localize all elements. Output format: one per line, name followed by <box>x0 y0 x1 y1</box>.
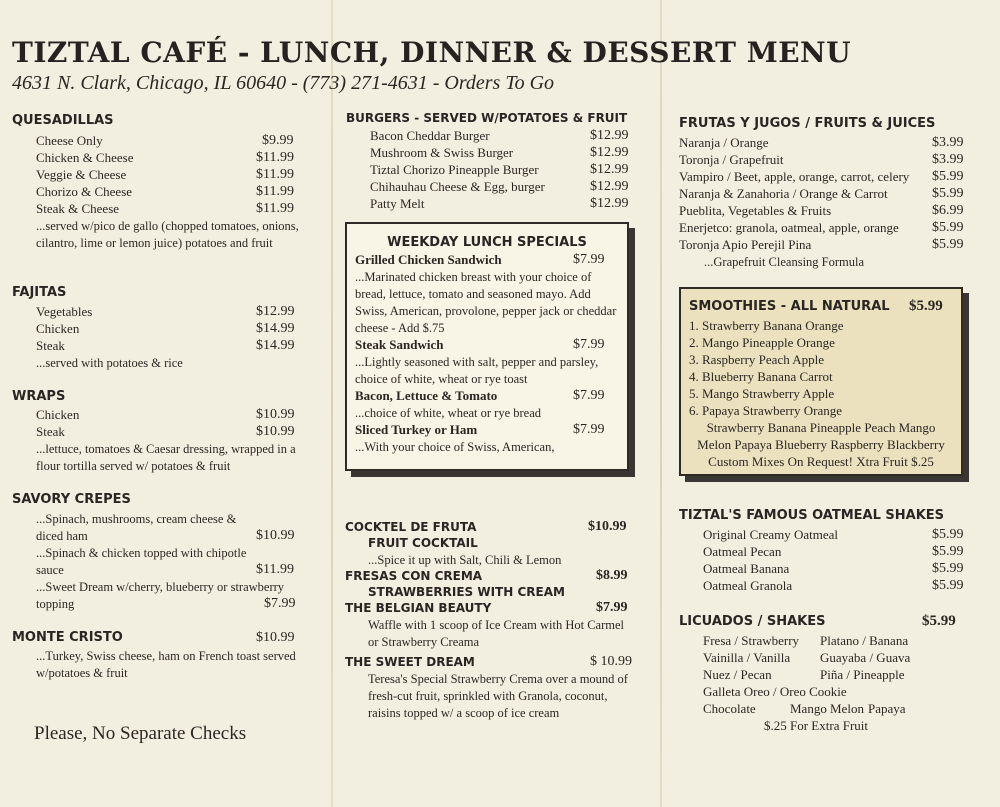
dessert-heading: FRESAS CON CREMA <box>345 569 483 583</box>
menu-item-price: $5.99 <box>932 544 964 559</box>
crepes-heading: SAVORY CREPES <box>12 492 131 507</box>
menu-item-price: $7.99 <box>573 337 605 352</box>
menu-item-name: Chorizo & Cheese <box>36 184 133 199</box>
menu-item-price: $3.99 <box>932 135 964 150</box>
smoothies-heading: SMOOTHIES - ALL NATURAL <box>689 299 890 314</box>
menu-item-price: $12.99 <box>590 128 629 143</box>
menu-item-price: $7.99 <box>573 252 605 267</box>
menu-item-price: $3.99 <box>932 152 964 167</box>
juices-heading: FRUTAS Y JUGOS / FRUITS & JUICES <box>679 116 936 131</box>
menu-item-name: Bacon Cheddar Burger <box>370 128 490 143</box>
menu-item-name: Mushroom & Swiss Burger <box>370 145 514 160</box>
menu-item-price: $8.99 <box>596 568 628 583</box>
menu-item-name: Enerjetco: granola, oatmeal, apple, orange <box>679 220 899 235</box>
smoothie-item: 2. Mango Pineapple Orange <box>689 335 835 350</box>
menu-item-price: $9.99 <box>262 133 294 148</box>
menu-item-name: Original Creamy Oatmeal <box>703 527 839 542</box>
menu-item-price: $11.99 <box>256 562 294 577</box>
menu-item-name: Veggie & Cheese <box>36 167 127 182</box>
menu-item-price: $10.99 <box>256 528 295 543</box>
monte-cristo-heading: MONTE CRISTO <box>12 630 123 645</box>
menu-title: TIZTAL CAFÉ - LUNCH, DINNER & DESSERT MENU <box>12 36 852 69</box>
smoothie-extra-fruits: Strawberry Banana Pineapple Peach Mango <box>706 420 936 435</box>
lunch-item-desc: ...With your choice of Swiss, American, <box>355 440 555 454</box>
crepe-desc: ...Sweet Dream w/cherry, blueberry or strawberry topping <box>36 580 285 611</box>
menu-item-name: Chicken <box>36 407 80 422</box>
fold-line-right <box>660 0 662 807</box>
shake-flavor: Piña / Pineapple <box>820 667 905 682</box>
dessert-desc: Waffle with 1 scoop of Ice Cream with Hot Carmel or Strawberry Creama <box>368 618 624 649</box>
menu-item-name: Chihauhau Cheese & Egg, burger <box>370 179 545 194</box>
shake-flavor: Platano / Banana <box>820 633 909 648</box>
menu-item-name: Grilled Chicken Sandwich <box>355 252 502 267</box>
menu-item-price: $12.99 <box>590 196 629 211</box>
menu-item-name: Chicken <box>36 321 80 336</box>
shake-flavor: Guayaba / Guava <box>820 650 911 665</box>
menu-item-price: $10.99 <box>588 519 627 534</box>
dessert-subheading: FRUIT COCKTAIL <box>368 536 478 550</box>
smoothie-custom-note: Custom Mixes On Request! Xtra Fruit $.25 <box>708 454 934 469</box>
menu-item-name: Steak <box>36 424 65 439</box>
menu-item-price: $5.99 <box>932 527 964 542</box>
menu-item-price: $5.99 <box>932 237 964 252</box>
fold-line-left <box>331 0 333 807</box>
lunch-specials-heading: WEEKDAY LUNCH SPECIALS <box>387 235 587 250</box>
lunch-specials-box <box>345 222 629 471</box>
menu-item-name: Patty Melt <box>370 196 425 211</box>
dessert-desc: Teresa's Special Strawberry Crema over a mound of fresh-cut fruit, sprinkled with Granola, coconut, raisins topped w/ a scoop of ice cream <box>368 672 628 720</box>
dessert-heading: THE BELGIAN BEAUTY <box>345 601 492 615</box>
menu-item-price: $5.99 <box>932 561 964 576</box>
smoothie-extra-fruits: Melon Papaya Blueberry Raspberry Blackberry <box>697 437 945 452</box>
menu-item-name: Sliced Turkey or Ham <box>355 422 478 437</box>
smoothies-price: $5.99 <box>909 298 943 314</box>
monte-cristo-note: ...Turkey, Swiss cheese, ham on French toast served w/potatoes & fruit <box>36 649 296 680</box>
menu-item-price: $5.99 <box>932 578 964 593</box>
shake-flavor: Mango <box>790 701 827 716</box>
shake-flavor: Vainilla / Vanilla <box>703 650 791 665</box>
menu-item-name: Oatmeal Pecan <box>703 544 782 559</box>
fajitas-heading: FAJITAS <box>12 285 67 300</box>
menu-item-price: $5.99 <box>932 186 964 201</box>
quesadillas-heading: QUESADILLAS <box>12 113 114 128</box>
wraps-heading: WRAPS <box>12 389 66 404</box>
smoothie-item: 4. Blueberry Banana Carrot <box>689 369 833 384</box>
juices-note: ...Grapefruit Cleansing Formula <box>704 255 865 269</box>
licuados-extra-note: $.25 For Extra Fruit <box>764 718 868 733</box>
smoothie-item: 6. Papaya Strawberry Orange <box>689 403 843 418</box>
menu-item-name: Oatmeal Granola <box>703 578 793 593</box>
shake-flavor: Melon <box>830 701 864 716</box>
dessert-subheading: STRAWBERRIES WITH CREAM <box>368 585 565 599</box>
menu-item-price: $14.99 <box>256 338 295 353</box>
menu-item-name: Tiztal Chorizo Pineapple Burger <box>370 162 539 177</box>
menu-item-name: Bacon, Lettuce & Tomato <box>355 388 498 403</box>
menu-item-price: $12.99 <box>590 179 629 194</box>
menu-item-price: $7.99 <box>573 422 605 437</box>
licuados-price: $5.99 <box>922 613 956 629</box>
shake-flavor: Papaya <box>868 701 906 716</box>
menu-item-price: $11.99 <box>256 201 294 216</box>
menu-item-price: $5.99 <box>932 169 964 184</box>
address-line: 4631 N. Clark, Chicago, IL 60640 - (773) 271-4631 - Orders To Go <box>12 72 555 94</box>
shake-flavor: Chocolate <box>703 701 756 716</box>
menu-item-price: $6.99 <box>932 203 964 218</box>
oatmeal-heading: TIZTAL'S FAMOUS OATMEAL SHAKES <box>679 508 945 523</box>
smoothie-item: 3. Raspberry Peach Apple <box>689 352 825 367</box>
menu-item-name: Vampiro / Beet, apple, orange, carrot, celery <box>679 169 910 184</box>
shake-flavor: Fresa / Strawberry <box>703 633 800 648</box>
menu-item-price: $11.99 <box>256 184 294 199</box>
menu-item-price: $12.99 <box>590 145 629 160</box>
menu-item-name: Steak & Cheese <box>36 201 120 216</box>
wraps-note: ...lettuce, tomatoes & Caesar dressing, wrapped in a flour tortilla served w/ potatoes & fruit <box>36 442 296 473</box>
menu-item-name: Naranja & Zanahoria / Orange & Carrot <box>679 186 888 201</box>
menu-item-name: Steak <box>36 338 65 353</box>
menu-item-price: $12.99 <box>256 304 295 319</box>
menu-item-name: Pueblita, Vegetables & Fruits <box>679 203 832 218</box>
menu-item-name: Toronja Apio Perejil Pina <box>679 237 812 252</box>
footer-note: Please, No Separate Checks <box>34 723 247 744</box>
smoothie-item: 5. Mango Strawberry Apple <box>689 386 835 401</box>
lunch-item-desc: ...Lightly seasoned with salt, pepper and parsley, choice of white, wheat or rye toast <box>355 355 599 386</box>
menu-item-name: Oatmeal Banana <box>703 561 790 576</box>
menu-item-name: Toronja / Grapefruit <box>679 152 784 167</box>
menu-item-name: Chicken & Cheese <box>36 150 134 165</box>
menu-item-price: $12.99 <box>590 162 629 177</box>
fajitas-note: ...served with potatoes & rice <box>36 356 183 370</box>
shake-flavor: Galleta Oreo / Oreo Cookie <box>703 684 847 699</box>
menu-item-price: $11.99 <box>256 167 294 182</box>
menu-item-price: $7.99 <box>264 596 296 611</box>
burgers-heading: BURGERS - SERVED W/POTATOES & FRUIT <box>346 111 628 125</box>
licuados-heading: LICUADOS / SHAKES <box>679 614 826 629</box>
menu-item-price: $7.99 <box>596 600 628 615</box>
dessert-heading: COCKTEL DE FRUTA <box>345 520 477 534</box>
menu-item-price: $5.99 <box>932 220 964 235</box>
menu-item-price: $14.99 <box>256 321 295 336</box>
crepe-desc: ...Spinach & chicken topped with chipotle sauce <box>36 546 247 577</box>
menu-item-price: $10.99 <box>256 424 295 439</box>
menu-item-name: Naranja / Orange <box>679 135 769 150</box>
menu-item-price: $11.99 <box>256 150 294 165</box>
shake-flavor: Nuez / Pecan <box>703 667 772 682</box>
menu-item-price: $ 10.99 <box>590 654 632 669</box>
menu-item-price: $7.99 <box>573 388 605 403</box>
menu-item-name: Steak Sandwich <box>355 337 444 352</box>
lunch-item-desc: ...choice of white, wheat or rye bread <box>355 406 542 420</box>
dessert-desc: ...Spice it up with Salt, Chili & Lemon <box>368 553 562 567</box>
smoothie-item: 1. Strawberry Banana Orange <box>689 318 844 333</box>
lunch-item-desc: ...Marinated chicken breast with your choice of bread, lettuce, tomato and seasoned mayo. Add Swiss, American, provolone, pepper jack or cheddar cheese - Add $.75 <box>355 270 617 335</box>
menu-item-price: $10.99 <box>256 407 295 422</box>
menu-item-price: $10.99 <box>256 630 295 645</box>
menu-item-name: Vegetables <box>36 304 93 319</box>
crepe-desc: ...Spinach, mushrooms, cream cheese & diced ham <box>36 512 237 543</box>
menu-item-name: Cheese Only <box>36 133 103 148</box>
quesadillas-note: ...served w/pico de gallo (chopped tomatoes, onions, cilantro, lime or lemon juice) potatoes and fruit <box>36 219 299 250</box>
smoothies-box <box>679 287 963 476</box>
dessert-heading: THE SWEET DREAM <box>345 655 475 669</box>
